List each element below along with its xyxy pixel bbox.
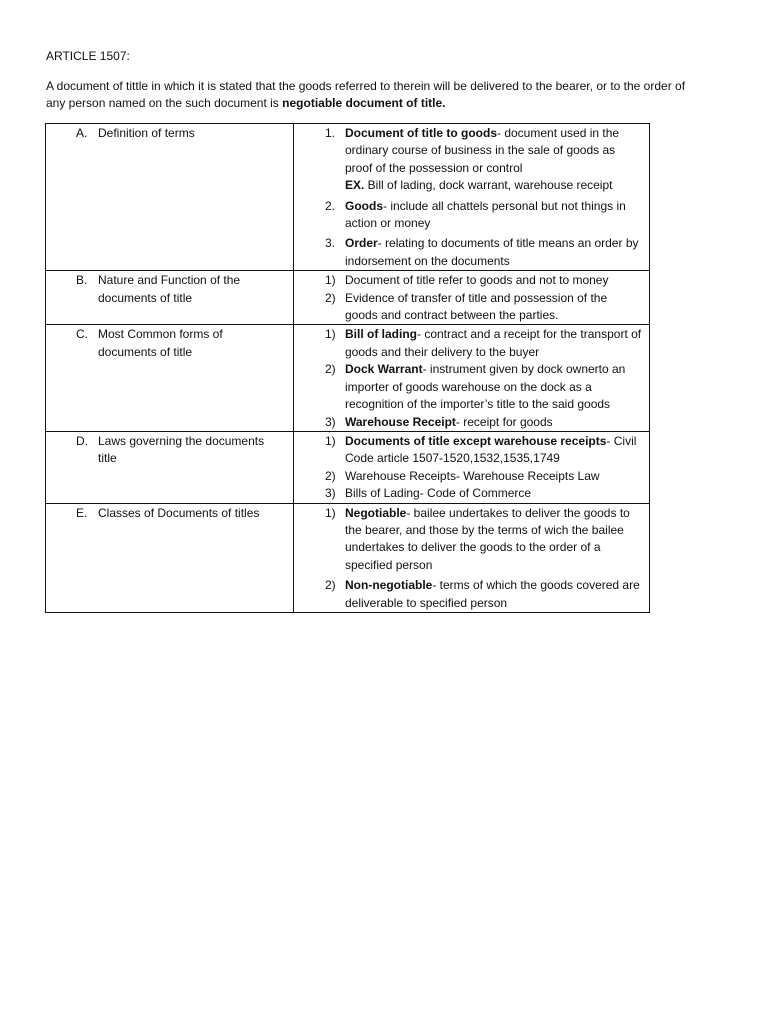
- topic-letter: C.: [76, 327, 88, 342]
- item-text: - relating to documents of title means an order by indorsement on the documents: [345, 236, 639, 268]
- item-number: 1): [325, 433, 336, 448]
- item-term: Warehouse Receipt: [345, 414, 456, 429]
- item-list: [294, 325, 649, 430]
- item-text: - document used in the ordinary course of business in the sale of goods as proof of the possession or control: [345, 126, 620, 175]
- topic-title: Most Common forms of documents of title: [98, 327, 223, 359]
- list-item: [294, 505, 643, 575]
- list-item: [294, 326, 643, 361]
- item-text: - bailee undertakes to deliver the goods to the bearer, and those by the terms of wich the bailee undertakes to deliver the goods to the order of a specified person: [345, 505, 630, 572]
- intro-bold-term: negotiable document of title.: [282, 96, 446, 110]
- item-list: [294, 432, 649, 503]
- list-item: [294, 361, 643, 413]
- table-row: [46, 503, 650, 612]
- items-cell: [294, 325, 650, 431]
- item-example: [345, 177, 643, 194]
- items-cell: [294, 271, 650, 325]
- item-text: Evidence of transfer of title and possession of the goods and contract between the parties.: [345, 290, 608, 323]
- item-term: Non-negotiable: [345, 578, 433, 593]
- item-number: 2): [325, 362, 336, 377]
- item-text: - Civil Code article 1507-1520,1532,1535,1749: [345, 433, 637, 466]
- intro-paragraph: [46, 78, 706, 112]
- table-row: [46, 431, 650, 503]
- item-term: Goods: [345, 198, 383, 213]
- topic-title: Classes of Documents of titles: [98, 505, 260, 520]
- item-number: 1): [325, 327, 336, 342]
- item-list: [294, 504, 649, 612]
- item-number: 2): [325, 578, 336, 593]
- article-heading: ARTICLE 1507:: [46, 49, 130, 63]
- list-item: [294, 468, 643, 485]
- topic-letter: D.: [76, 433, 88, 448]
- example-label: EX.: [345, 178, 365, 193]
- item-number: 2): [325, 290, 336, 305]
- item-term: Order: [345, 236, 378, 251]
- item-text: - contract and a receipt for the transport of goods and their delivery to the buyer: [345, 327, 642, 359]
- items-cell: [294, 503, 650, 612]
- item-number: 1.: [325, 126, 336, 140]
- topic-letter: E.: [76, 505, 88, 520]
- table-row: [46, 124, 650, 271]
- item-number: 3): [325, 486, 336, 501]
- list-item: [294, 198, 643, 233]
- item-text: Warehouse Receipts- Warehouse Receipts Law: [345, 468, 600, 483]
- item-term: Dock Warrant: [345, 362, 423, 377]
- item-text: - include all chattels personal but not things in action or money: [345, 198, 626, 231]
- topic-letter: B.: [76, 273, 88, 288]
- list-item: [294, 485, 643, 502]
- item-term: Documents of title except warehouse receipts: [345, 433, 607, 448]
- documents-of-title-table: [45, 123, 650, 613]
- item-number: 1): [325, 273, 336, 288]
- table-row: [46, 325, 650, 431]
- list-item: [294, 577, 643, 612]
- intro-text: A document of tittle in which it is stated that the goods referred to therein will be delivered to the bearer, or to the order of any person named on the such document is: [46, 79, 686, 110]
- item-number: 2.: [325, 198, 336, 213]
- list-item: [294, 272, 643, 289]
- item-term: Negotiable: [345, 505, 407, 520]
- item-number: 1): [325, 505, 336, 520]
- example-text: Bill of lading, dock warrant, warehouse receipt: [364, 178, 613, 193]
- item-text: - receipt for goods: [455, 414, 553, 429]
- items-cell: [294, 431, 650, 503]
- topic-title: Nature and Function of the documents of title: [98, 273, 241, 305]
- topic-cell: [46, 503, 294, 612]
- topic-title: Definition of terms: [98, 126, 195, 140]
- topic-cell: [46, 325, 294, 431]
- list-item: [294, 414, 643, 431]
- topic-cell: [46, 431, 294, 503]
- list-item: [294, 235, 643, 270]
- topic-title: Laws governing the documents title: [98, 433, 265, 466]
- item-list: [294, 124, 649, 270]
- item-text: Bills of Lading- Code of Commerce: [345, 486, 532, 501]
- item-list: [294, 271, 649, 324]
- item-term: Bill of lading: [345, 327, 417, 342]
- item-number: 2): [325, 468, 336, 483]
- table-row: [46, 271, 650, 325]
- list-item: [294, 433, 643, 468]
- items-cell: [294, 124, 650, 271]
- topic-cell: [46, 271, 294, 325]
- item-number: 3.: [325, 236, 336, 251]
- item-text: Document of title refer to goods and not to money: [345, 273, 609, 288]
- item-text: - instrument given by dock ownerto an importer of goods warehouse on the dock as a recognition of the importer’s title to the said goods: [345, 362, 626, 412]
- list-item: [294, 290, 643, 325]
- item-number: 3): [325, 414, 336, 429]
- item-text: - terms of which the goods covered are deliverable to specified person: [345, 578, 640, 610]
- topic-letter: A.: [76, 126, 88, 140]
- list-item: [294, 125, 643, 195]
- topic-cell: [46, 124, 294, 271]
- item-term: Document of title to goods: [345, 126, 497, 140]
